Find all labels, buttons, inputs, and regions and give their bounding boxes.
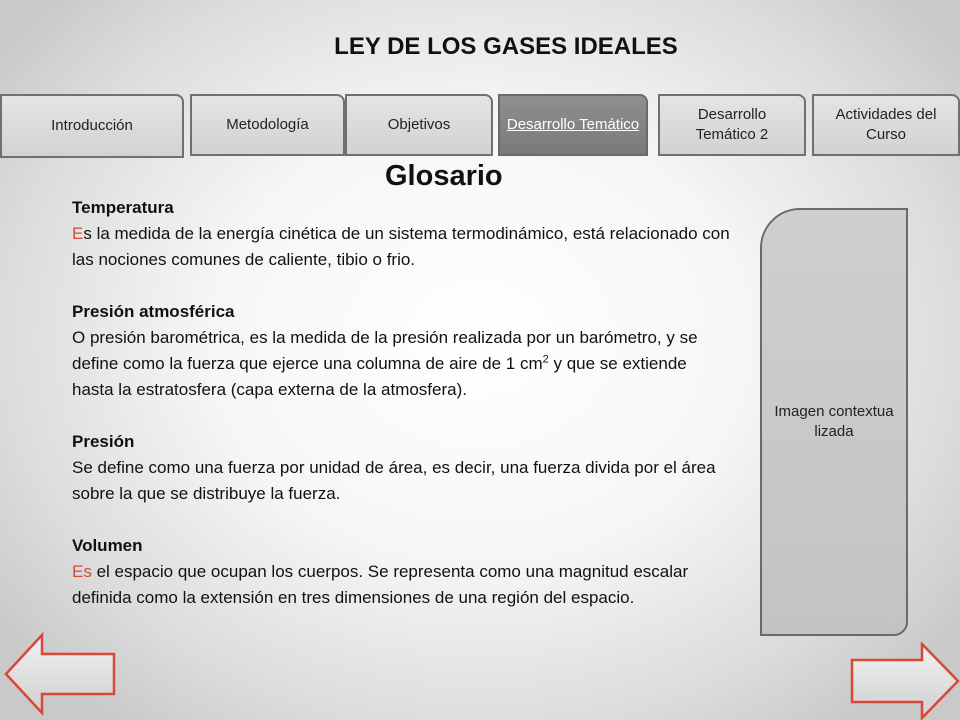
glossary-definition: [72, 325, 732, 403]
glossary-definition: Se define como una fuerza por unidad de área, es decir, una fuerza divida por el área sobre la que se distribuye la fuerza.: [72, 458, 716, 503]
tab-label: Desarrollo Temático 2: [695, 106, 769, 143]
glossary-entry-volumen: [72, 533, 732, 611]
glosario-heading: Glosario: [385, 160, 503, 192]
glossary-entry-presion: [72, 429, 732, 507]
tab-label: Metodología: [226, 116, 309, 133]
tab-label: Actividades del Curso: [835, 106, 937, 143]
arrow-right-icon[interactable]: [850, 642, 960, 720]
page-title: LEY DE LOS GASES IDEALES: [334, 33, 678, 60]
arrow-left-icon[interactable]: [4, 632, 116, 716]
image-placeholder-label: Imagen contextualizada: [774, 403, 894, 440]
tab-actividades-del-curso[interactable]: [812, 94, 960, 156]
tab-desarrollo-tematico-2[interactable]: [658, 94, 806, 156]
glossary-definition: [72, 559, 732, 611]
tab-label: Objetivos: [387, 116, 451, 133]
definition-text: y que se extiende hasta la estratosfera (capa externa de la atmosfera).: [72, 354, 687, 399]
glossary-list: [72, 195, 732, 611]
definition-lead: E: [72, 224, 84, 243]
definition-lead: Es: [72, 562, 92, 581]
tab-label: Desarrollo Temático: [506, 116, 640, 133]
glossary-term: Temperatura: [72, 198, 174, 217]
glossary-definition: [72, 221, 732, 273]
superscript: 2: [542, 353, 549, 366]
image-placeholder: [760, 208, 908, 636]
definition-text: s la medida de la energía cinética de un sistema termodinámico, está relacionado con las nociones comunes de caliente, tibio o frio.: [72, 224, 730, 269]
glossary-entry-temperatura: [72, 195, 732, 273]
definition-text: el espacio que ocupan los cuerpos. Se representa como una magnitud escalar definida como la extensión en tres dimensiones de una región del espacio.: [72, 562, 689, 607]
tab-metodologia[interactable]: [190, 94, 345, 156]
definition-text: O presión barométrica, es la medida de la presión realizada por un barómetro, y se define como la fuerza que ejerce una columna de aire de 1 cm: [72, 328, 698, 373]
tab-objetivos[interactable]: [345, 94, 493, 156]
glossary-term: Presión atmosférica: [72, 302, 235, 321]
tab-label: Introducción: [51, 117, 133, 134]
tab-desarrollo-tematico[interactable]: [498, 94, 648, 156]
glossary-term: Volumen: [72, 536, 143, 555]
tab-introduccion[interactable]: [0, 94, 184, 158]
glossary-term: Presión: [72, 432, 135, 451]
glossary-entry-presion-atmosferica: [72, 299, 732, 403]
